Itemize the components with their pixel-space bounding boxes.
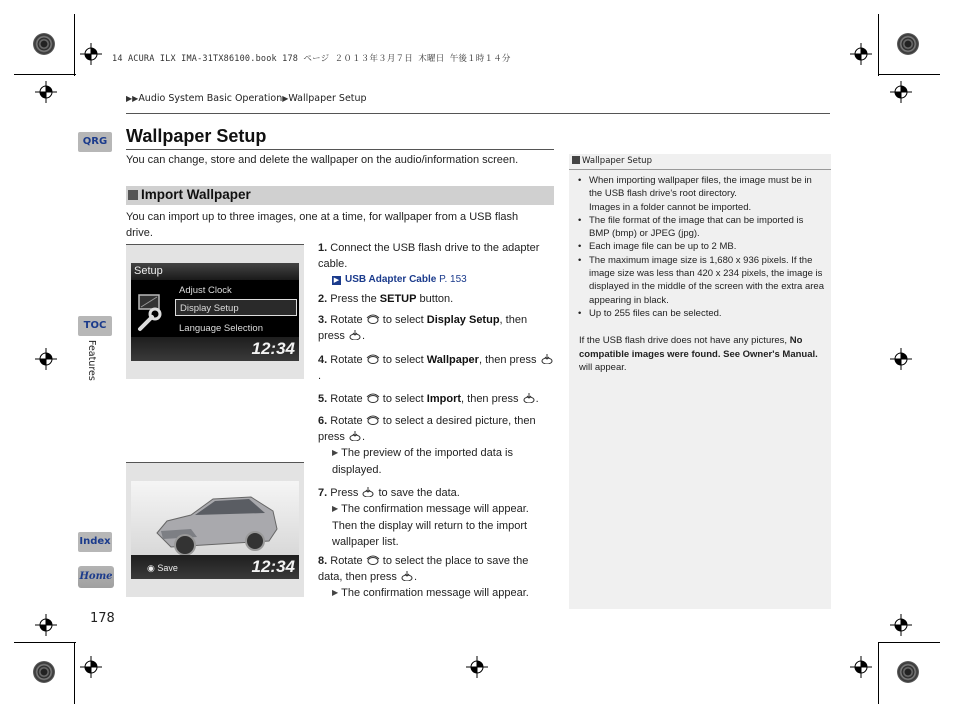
press-knob-icon <box>540 354 554 364</box>
registration-rosette-icon <box>897 33 919 55</box>
page-title: Wallpaper Setup <box>126 126 267 146</box>
crosshair-icon <box>35 348 57 370</box>
section-label: Features <box>86 340 97 381</box>
crosshair-icon <box>466 656 488 678</box>
breadcrumb-item[interactable]: Audio System Basic Operation <box>138 93 283 104</box>
step-8-result: ▶ The confirmation message will appear. <box>318 585 554 602</box>
breadcrumb-arrow-icon: ▶ <box>282 94 289 103</box>
press-knob-icon <box>348 431 362 441</box>
rotate-knob-icon <box>366 354 380 364</box>
title-rule <box>126 149 554 150</box>
step-7: 7. Press to save the data. ▶ The confirmation message will appear. Then the display will return to the import wallpaper list. <box>318 485 554 550</box>
breadcrumb <box>126 93 367 104</box>
header-rule <box>126 113 830 114</box>
setup-screen-figure <box>126 244 304 379</box>
save-label: ◉ Save <box>147 563 178 573</box>
rotate-knob-icon <box>366 314 380 324</box>
step-2: 2. Press the SETUP button. <box>318 293 454 305</box>
rotate-knob-icon <box>366 555 380 565</box>
press-knob-icon <box>522 393 536 403</box>
registration-rosette-icon <box>33 661 55 683</box>
crosshair-icon <box>850 656 872 678</box>
sidebar-notes <box>569 154 831 609</box>
list-item: • Each image file can be up to 2 MB. <box>577 240 825 253</box>
setup-screen <box>131 263 299 361</box>
rotate-knob-icon <box>366 393 380 403</box>
toc-tab[interactable]: TOC <box>78 316 112 336</box>
index-tab[interactable]: Index <box>78 532 112 552</box>
list-item: • Up to 255 files can be selected. <box>577 307 825 320</box>
step-3: 3. Rotate to select Display Setup, then press . <box>318 314 528 342</box>
note-marker-icon <box>572 156 580 164</box>
crosshair-icon <box>890 614 912 636</box>
sidebar-bullet-list <box>577 174 825 320</box>
screen-title: Setup <box>134 265 163 277</box>
intro-text: You can change, store and delete the wallpaper on the audio/information screen. <box>126 154 519 166</box>
menu-item-adjust-clock[interactable]: Adjust Clock <box>179 285 232 296</box>
breadcrumb-arrow-icon: ▶▶ <box>126 94 139 103</box>
section-heading-bar <box>126 186 554 205</box>
crosshair-icon <box>890 81 912 103</box>
rotate-knob-icon <box>366 415 380 425</box>
step-6-result: ▶ The preview of the imported data is displayed. <box>318 445 554 478</box>
link-page[interactable]: P. 153 <box>439 274 467 285</box>
press-knob-icon <box>400 571 414 581</box>
crosshair-icon <box>890 348 912 370</box>
square-bullet-icon <box>128 190 138 200</box>
step-5: 5. Rotate to select Import, then press . <box>318 393 539 405</box>
press-knob-icon <box>361 487 375 497</box>
step-7-result: ▶ The confirmation message will appear. Then the display will return to the import wallpaper list. <box>318 501 554 550</box>
crosshair-icon <box>35 81 57 103</box>
menu-item-display-setup[interactable]: Display Setup <box>175 299 297 316</box>
qrg-tab[interactable]: QRG <box>78 132 112 152</box>
crosshair-icon <box>80 43 102 65</box>
car-image <box>151 485 283 561</box>
preview-screen-figure <box>126 462 304 597</box>
menu-item-language-selection[interactable]: Language Selection <box>179 323 263 334</box>
crosshair-icon <box>80 656 102 678</box>
crosshair-icon <box>35 614 57 636</box>
step-8: 8. Rotate to select the place to save the data, then press . ▶ The confirmation message will appear. <box>318 553 554 602</box>
screen-clock: 12:34 <box>251 339 295 358</box>
settings-wrench-icon <box>137 293 163 333</box>
preview-screen <box>131 481 299 579</box>
home-tab[interactable]: Home <box>78 566 114 588</box>
screen-clock: 12:34 <box>251 557 295 576</box>
crosshair-icon <box>850 43 872 65</box>
list-item: • The file format of the image that can be imported is BMP (bmp) or JPEG (jpg). <box>577 214 825 241</box>
link-arrow-icon: ▶ <box>333 277 340 284</box>
sidebar-note: If the USB flash drive does not have any pictures, No compatible images were found. See Owner's Manual. will appear. <box>579 335 818 373</box>
book-header: 14 ACURA ILX IMA-31TX86100.book 178 ページ ２０１３年３月７日 木曜日 午後１時１４分 <box>112 54 511 64</box>
section-heading: Import Wallpaper <box>141 187 251 202</box>
registration-rosette-icon <box>33 33 55 55</box>
sidebar-heading: Wallpaper Setup <box>569 154 831 170</box>
step-6: 6. Rotate to select a desired picture, then press . ▶ The preview of the imported data is displayed. <box>318 413 554 478</box>
step-4: 4. Rotate to select Wallpaper, then press . <box>318 352 554 384</box>
breadcrumb-item-current: Wallpaper Setup <box>288 93 367 104</box>
press-knob-icon: ◉ <box>147 563 158 573</box>
section-paragraph: You can import up to three images, one at a time, for wallpaper from a USB flash drive. <box>126 211 519 239</box>
usb-adapter-cable-link[interactable]: USB Adapter Cable <box>345 274 437 285</box>
list-item: • The maximum image size is 1,680 x 936 pixels. If the image size was less than 420 x 234 pixels, the image is displayed in the middle of the screen with the extra area appearing in black. <box>577 254 825 307</box>
step-1: 1. Connect the USB flash drive to the adapter cable. ▶ USB Adapter Cable P. 153 <box>318 242 540 285</box>
page-number: 178 <box>90 611 115 626</box>
press-knob-icon <box>348 330 362 340</box>
list-item: • When importing wallpaper files, the image must be in the USB flash drive's root directory. Images in a folder cannot be imported. <box>577 174 825 214</box>
registration-rosette-icon <box>897 661 919 683</box>
